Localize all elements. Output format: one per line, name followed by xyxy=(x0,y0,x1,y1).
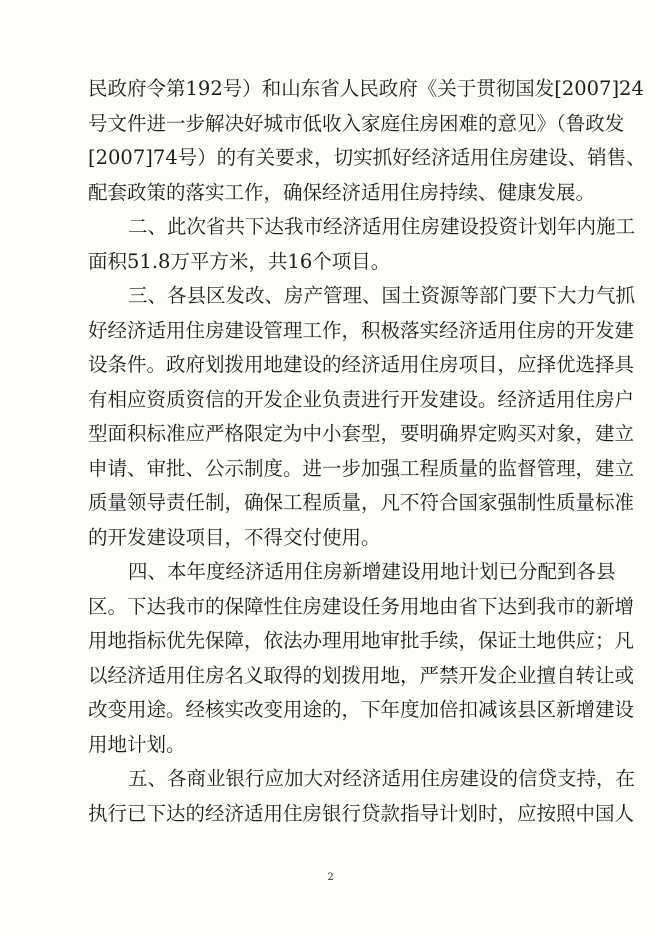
paragraph-3 xyxy=(88,279,636,555)
text-line: 三、各县区发改、房产管理、国土资源等部门要下大力气抓 xyxy=(128,284,636,307)
page-number: 2 xyxy=(327,872,334,883)
text-line: 型面积标准应严格限定为中小套型，要明确界定购买对象，建立 xyxy=(88,422,635,445)
text-line: 执行已下达的经济适用住房银行贷款指导计划时，应按照中国人 xyxy=(88,801,635,825)
text-line: 配套政策的落实工作，确保经济适用住房持续、健康发展。 xyxy=(88,180,596,204)
text-line: 二、此次省共下达我市经济适用住房建设投资计划年内施工 xyxy=(128,215,636,238)
text-line: 四、本年度经济适用住房新增建设用地计划已分配到各县 xyxy=(128,560,616,583)
paragraph-1 xyxy=(88,72,646,210)
text-line: 设条件。政府划拨用地建设的经济适用住房项目，应择优选择具 xyxy=(88,353,635,376)
text-line: 用地计划。 xyxy=(88,732,186,756)
paragraph-5 xyxy=(88,762,636,831)
text-line: [2007]74号）的有关要求，切实抓好经济适用住房建设、销售、 xyxy=(88,146,646,169)
text-line: 号文件进一步解决好城市低收入家庭住房困难的意见》（鲁政发 xyxy=(88,111,625,135)
text-line: 面积51.8万平方米，共16个项目。 xyxy=(88,249,391,273)
text-line: 改变用途。经核实改变用途的，下年度加倍扣减该县区新增建设 xyxy=(88,698,635,721)
text-line: 五、各商业银行应加大对经济适用住房建设的信贷支持，在 xyxy=(128,767,636,790)
text-line: 以经济适用住房名义取得的划拨用地，严禁开发企业擅自转让或 xyxy=(88,663,635,687)
text-line: 的开发建设项目，不得交付使用。 xyxy=(88,525,381,549)
text-line: 民政府令第192号）和山东省人民政府《关于贯彻国发[2007]24 xyxy=(88,77,644,100)
text-line: 区。下达我市的保障性住房建设任务用地由省下达到我市的新增 xyxy=(88,594,635,618)
text-line: 有相应资质资信的开发企业负责进行开发建设。经济适用住房户 xyxy=(88,387,635,411)
paragraph-2 xyxy=(88,210,636,279)
document-body xyxy=(88,72,646,831)
text-line: 用地指标优先保障，依法办理用地审批手续，保证土地供应；凡 xyxy=(88,629,635,652)
text-line: 质量领导责任制，确保工程质量，凡不符合国家强制性质量标准 xyxy=(88,491,635,514)
text-line: 申请、审批、公示制度。进一步加强工程质量的监督管理，建立 xyxy=(88,456,635,480)
text-line: 好经济适用住房建设管理工作，积极落实经济适用住房的开发建 xyxy=(88,318,635,342)
paragraph-4 xyxy=(88,555,635,762)
